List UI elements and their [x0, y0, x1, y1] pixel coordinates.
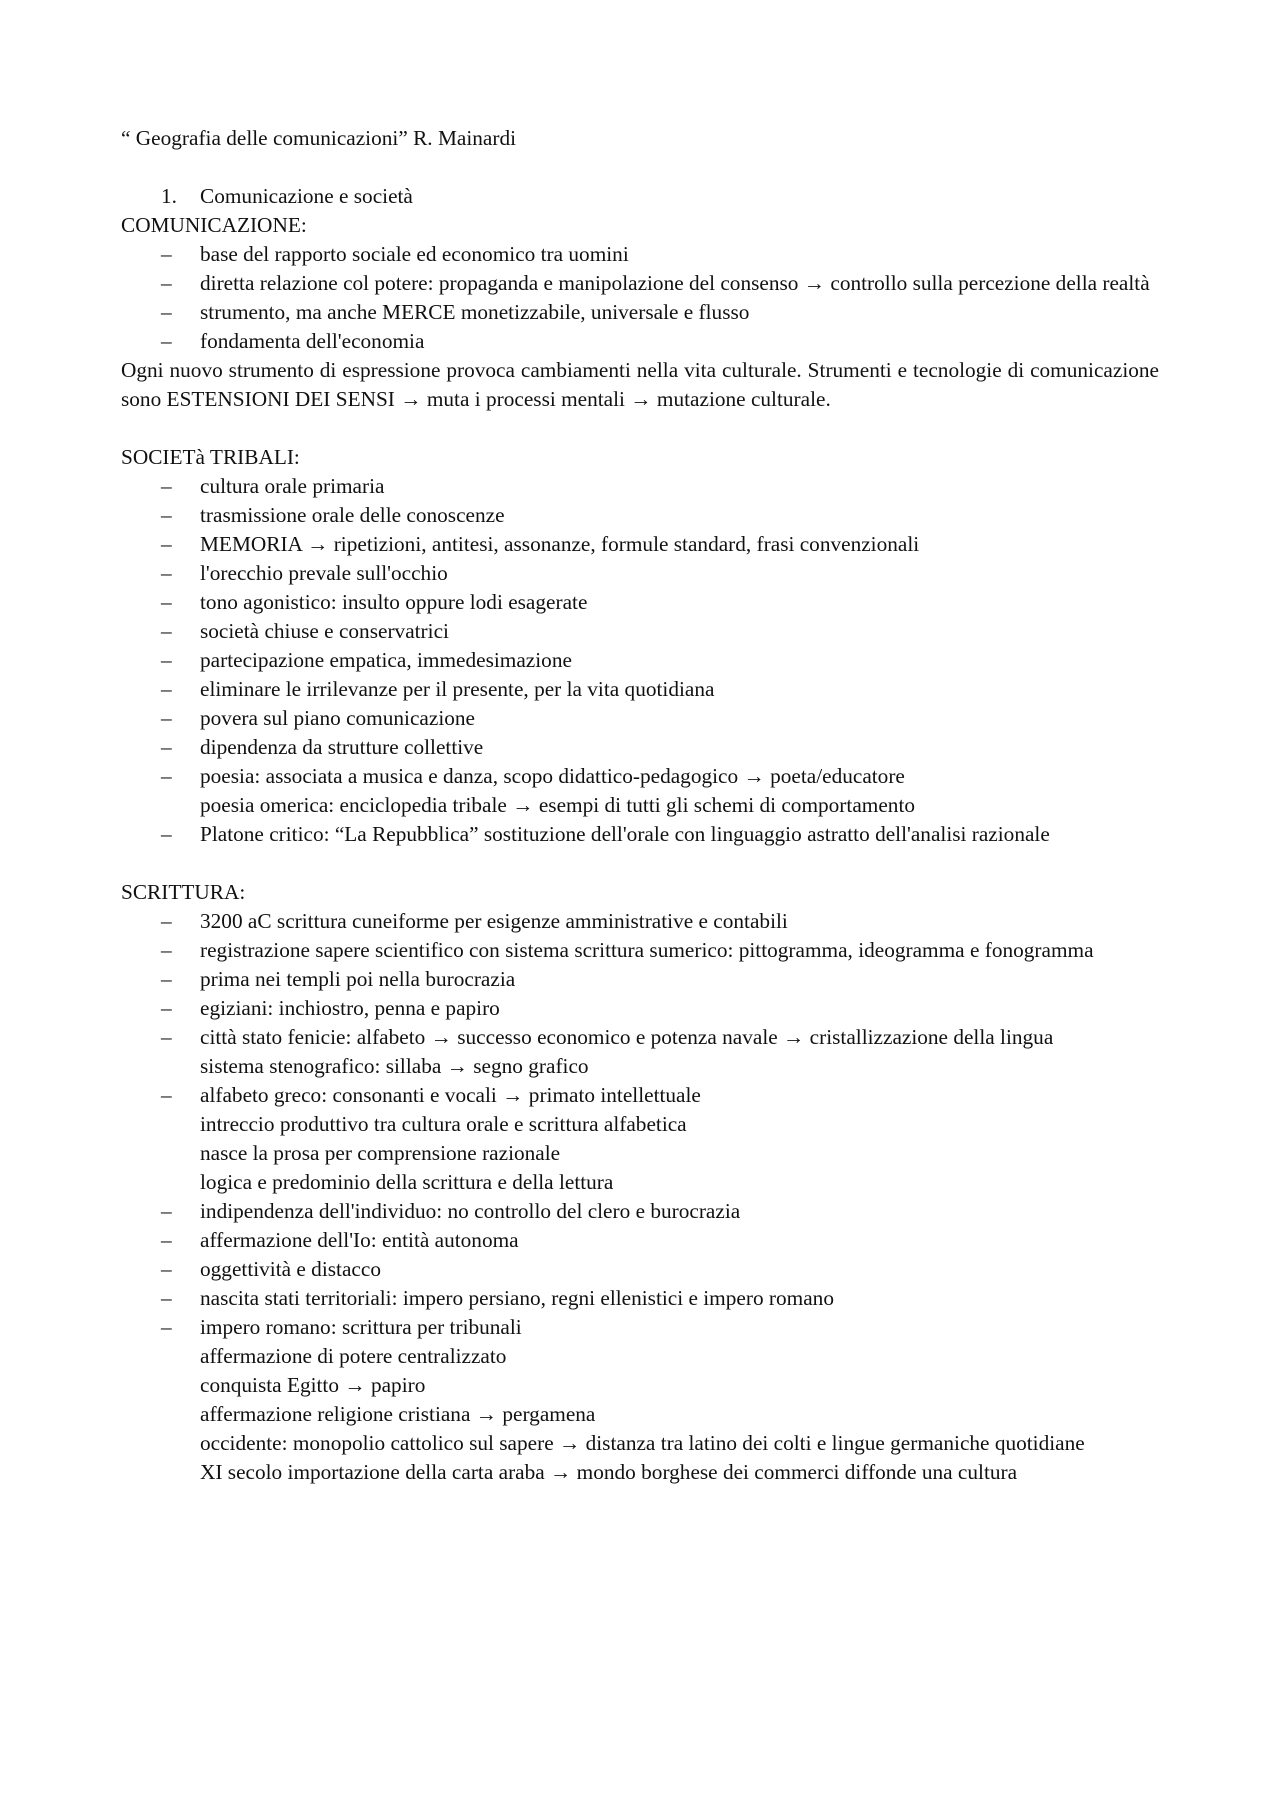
list-item: [121, 820, 1159, 849]
list-item-text: povera sul piano comunicazione: [200, 706, 475, 730]
list-item-text: nascita stati territoriali: impero persiano, regni ellenistici e impero romano: [200, 1286, 834, 1310]
dash-bullet-icon: –: [161, 242, 172, 266]
chapter-heading: [121, 182, 1159, 211]
dash-bullet-icon: –: [161, 271, 172, 295]
list-item: [121, 936, 1159, 965]
list-item: [121, 240, 1159, 269]
dash-bullet-icon: –: [161, 996, 172, 1020]
list-item-text: egiziani: inchiostro, penna e papiro: [200, 996, 500, 1020]
list-item-subline: affermazione religione cristiana → pergamena: [200, 1402, 596, 1426]
dash-bullet-icon: –: [161, 619, 172, 643]
list-item-text: indipendenza dell'individuo: no controllo del clero e burocrazia: [200, 1199, 741, 1223]
dash-bullet-icon: –: [161, 1315, 172, 1339]
dash-bullet-icon: –: [161, 532, 172, 556]
list-item-subline: poesia omerica: enciclopedia tribale → esempi di tutti gli schemi di comportamento: [200, 793, 916, 817]
list-item-text: affermazione dell'Io: entità autonoma: [200, 1228, 519, 1252]
chapter-number: 1.: [161, 184, 177, 208]
list-item-text: prima nei templi poi nella burocrazia: [200, 967, 516, 991]
dash-bullet-icon: –: [161, 1257, 172, 1281]
list-item: [121, 559, 1159, 588]
list-item-text: registrazione sapere scientifico con sistema scrittura sumerico: pittogramma, ideogramma e fonogramma: [200, 938, 1094, 962]
list-item-subline: sistema stenografico: sillaba → segno grafico: [200, 1054, 589, 1078]
dash-bullet-icon: –: [161, 1228, 172, 1252]
list-item: [121, 733, 1159, 762]
list-item-text: poesia: associata a musica e danza, scopo didattico-pedagogico → poeta/educatore: [200, 764, 905, 788]
section-heading: SCRITTURA:: [121, 880, 246, 904]
list-item: [121, 1197, 1159, 1226]
spacer: [121, 849, 1159, 878]
list-item: [121, 675, 1159, 704]
list-item-text: fondamenta dell'economia: [200, 329, 425, 353]
list-item: [121, 1081, 1159, 1197]
dash-bullet-icon: –: [161, 967, 172, 991]
bullet-list: [121, 907, 1159, 1487]
list-item: [121, 1313, 1159, 1487]
dash-bullet-icon: –: [161, 503, 172, 527]
list-item-text: MEMORIA → ripetizioni, antitesi, assonanze, formule standard, frasi convenzionali: [200, 532, 920, 556]
dash-bullet-icon: –: [161, 677, 172, 701]
list-item-subline: logica e predominio della scrittura e della lettura: [200, 1170, 614, 1194]
list-item-subline: conquista Egitto → papiro: [200, 1373, 426, 1397]
dash-bullet-icon: –: [161, 1083, 172, 1107]
section-heading: COMUNICAZIONE:: [121, 213, 307, 237]
list-item-subline: XI secolo importazione della carta araba → mondo borghese dei commerci diffonde una cultura: [200, 1460, 1018, 1484]
list-item-text: dipendenza da strutture collettive: [200, 735, 484, 759]
sections-container: [121, 211, 1159, 1487]
dash-bullet-icon: –: [161, 590, 172, 614]
list-item: [121, 1023, 1159, 1081]
dash-bullet-icon: –: [161, 938, 172, 962]
list-item: [121, 501, 1159, 530]
list-item: [121, 530, 1159, 559]
list-item-subline: occidente: monopolio cattolico sul sapere → distanza tra latino dei colti e lingue germaniche quotidiane: [200, 1431, 1085, 1455]
list-item: [121, 269, 1159, 298]
list-item: [121, 907, 1159, 936]
list-item-subline: affermazione di potere centralizzato: [200, 1344, 507, 1368]
list-item: [121, 298, 1159, 327]
list-item: [121, 994, 1159, 1023]
list-item-text: base del rapporto sociale ed economico tra uomini: [200, 242, 629, 266]
spacer: [121, 153, 1159, 182]
list-item-text: impero romano: scrittura per tribunali: [200, 1315, 522, 1339]
list-item: [121, 588, 1159, 617]
document-title: “ Geografia delle comunicazioni” R. Mainardi: [121, 126, 517, 150]
list-item: [121, 472, 1159, 501]
list-item: [121, 1284, 1159, 1313]
list-item-text: diretta relazione col potere: propaganda e manipolazione del consenso → controllo sulla percezione della realtà: [200, 271, 1150, 295]
bullet-list: [121, 472, 1159, 849]
list-item-text: cultura orale primaria: [200, 474, 385, 498]
dash-bullet-icon: –: [161, 300, 172, 324]
list-item-subline: nasce la prosa per comprensione razionale: [200, 1141, 561, 1165]
dash-bullet-icon: –: [161, 735, 172, 759]
dash-bullet-icon: –: [161, 764, 172, 788]
section-heading: SOCIETà TRIBALI:: [121, 445, 300, 469]
list-item-text: tono agonistico: insulto oppure lodi esagerate: [200, 590, 588, 614]
list-item-text: Platone critico: “La Repubblica” sostituzione dell'orale con linguaggio astratto dell'analisi razionale: [200, 822, 1050, 846]
list-item: [121, 762, 1159, 820]
list-item-text: trasmissione orale delle conoscenze: [200, 503, 505, 527]
list-item: [121, 646, 1159, 675]
body-paragraph: Ogni nuovo strumento di espressione provoca cambiamenti nella vita culturale. Strumenti e tecnologie di comunicazione sono ESTENSIONI DEI SENSI → muta i processi mentali → mutazione culturale.: [121, 358, 1159, 411]
list-item-subline: intreccio produttivo tra cultura orale e scrittura alfabetica: [200, 1112, 687, 1136]
dash-bullet-icon: –: [161, 1025, 172, 1049]
bullet-list: [121, 240, 1159, 356]
chapter-title: Comunicazione e società: [200, 184, 413, 208]
list-item-text: società chiuse e conservatrici: [200, 619, 449, 643]
list-item-text: oggettività e distacco: [200, 1257, 381, 1281]
dash-bullet-icon: –: [161, 1199, 172, 1223]
list-item-text: alfabeto greco: consonanti e vocali → primato intellettuale: [200, 1083, 701, 1107]
dash-bullet-icon: –: [161, 1286, 172, 1310]
dash-bullet-icon: –: [161, 706, 172, 730]
spacer: [121, 414, 1159, 443]
dash-bullet-icon: –: [161, 648, 172, 672]
list-item: [121, 1226, 1159, 1255]
list-item: [121, 704, 1159, 733]
list-item: [121, 617, 1159, 646]
list-item-text: città stato fenicie: alfabeto → successo economico e potenza navale → cristallizzazione della lingua: [200, 1025, 1054, 1049]
dash-bullet-icon: –: [161, 561, 172, 585]
dash-bullet-icon: –: [161, 909, 172, 933]
list-item-text: l'orecchio prevale sull'occhio: [200, 561, 448, 585]
list-item-text: eliminare le irrilevanze per il presente, per la vita quotidiana: [200, 677, 715, 701]
list-item: [121, 1255, 1159, 1284]
list-item: [121, 327, 1159, 356]
dash-bullet-icon: –: [161, 474, 172, 498]
document-page: [121, 124, 1159, 1487]
list-item-text: strumento, ma anche MERCE monetizzabile, universale e flusso: [200, 300, 750, 324]
list-item-text: partecipazione empatica, immedesimazione: [200, 648, 572, 672]
list-item: [121, 965, 1159, 994]
dash-bullet-icon: –: [161, 329, 172, 353]
list-item-text: 3200 aC scrittura cuneiforme per esigenze amministrative e contabili: [200, 909, 788, 933]
dash-bullet-icon: –: [161, 822, 172, 846]
